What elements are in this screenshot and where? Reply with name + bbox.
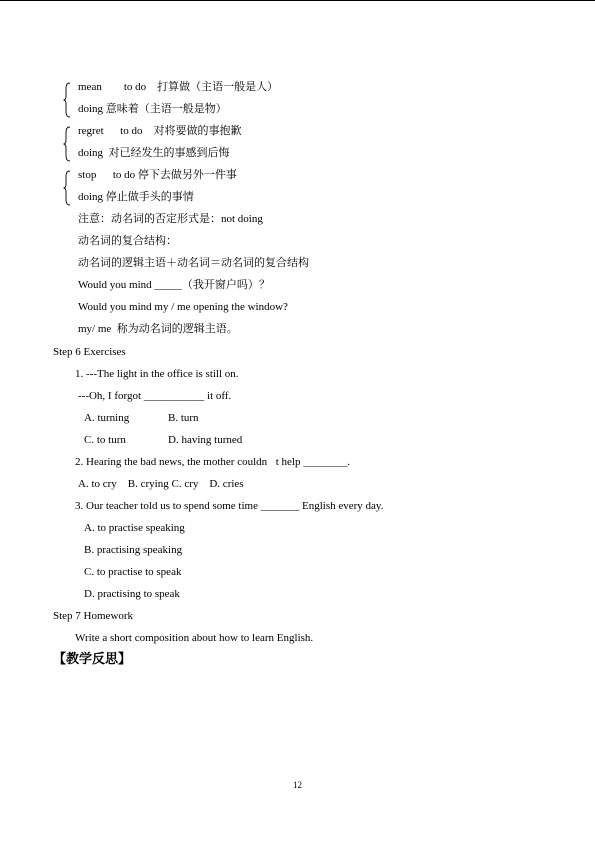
brace-stop: [63, 170, 71, 206]
homework-task: Write a short composition about how to learn English.: [75, 632, 314, 644]
example-1: Would you mind _____（我开窗户吗）？: [78, 279, 270, 291]
q1-option-b: B. turn: [168, 412, 199, 424]
example-3: my/ me 称为动名词的逻辑主语。: [78, 323, 238, 335]
note-negative: 注意：动名词的否定形式是：not doing: [78, 213, 263, 225]
page-number: 12: [293, 780, 302, 790]
brace-mean: [63, 82, 71, 118]
brace-regret: [63, 126, 71, 162]
q3-option-c: C. to practise to speak: [84, 566, 182, 578]
top-rule: [0, 0, 595, 1]
compound-title: 动名词的复合结构：: [78, 235, 177, 247]
regret-to-do-line: regret to do 对将要做的事抱歉: [78, 125, 242, 137]
stop-to-do-line: stop to do 停下去做另外一件事: [78, 169, 237, 181]
regret-doing-line: doing 对已经发生的事感到后悔: [78, 147, 230, 159]
example-2: Would you mind my / me opening the window?: [78, 301, 288, 313]
mean-to-do-line: mean to do 打算做（主语一般是人）: [78, 81, 279, 93]
stop-doing-line: doing 停止做手头的事情: [78, 191, 194, 203]
mean-doing-line: doing 意味着（主语一般是物）: [78, 103, 227, 115]
q3-option-d: D. practising to speak: [84, 588, 180, 600]
q1-option-a: A. turning: [84, 412, 130, 424]
q3-option-b: B. practising speaking: [84, 544, 183, 556]
q2-options: A. to cry B. crying C. cry D. cries: [78, 478, 244, 490]
question-3: 3. Our teacher told us to spend some time _______ English every day.: [75, 500, 384, 512]
q3-option-a: A. to practise speaking: [84, 522, 185, 534]
compound-formula: 动名词的逻辑主语＋动名词＝动名词的复合结构: [78, 257, 309, 269]
q1-option-c: C. to turn: [84, 434, 126, 446]
question-1-reply: ---Oh, I forgot ___________ it off.: [78, 390, 232, 402]
step6-title: Step 6 Exercises: [53, 346, 126, 358]
question-2: 2. Hearing the bad news, the mother couldn t help ________.: [75, 456, 350, 468]
step7-title: Step 7 Homework: [53, 610, 134, 622]
reflection-heading: 【教学反思】: [53, 652, 132, 667]
q1-option-d: D. having turned: [168, 434, 243, 446]
question-1: 1. ---The light in the office is still on.: [75, 368, 239, 380]
